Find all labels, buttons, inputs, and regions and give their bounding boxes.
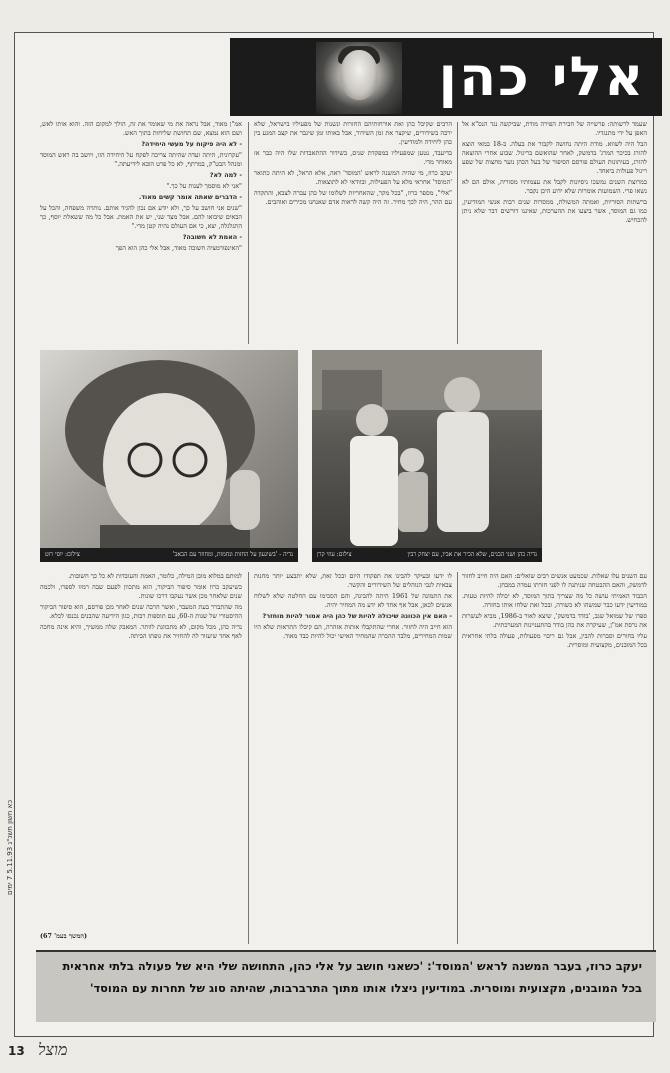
interview-question: - למה לא? [209, 171, 242, 179]
column-rule [457, 572, 458, 944]
paragraph: "אלי", מספר כרוז, "בכל מקר, שהאחריות לשלומו של כהן עברה לצבא, והתקדה עם ההר, היה לכך מחיר. זה היה קשה לראות אדם שאנחנו מכירים ואוהבים. [254, 189, 452, 206]
paragraph: עליו בחורים וסברות להבין, אבל גם ריבוי מפעולות, פעולה בלתי אחראית בכל המובנים, מקצועית ומוסרית. [462, 632, 647, 649]
family-photo [312, 350, 542, 562]
nadia-portrait-figure [40, 350, 298, 562]
paragraph: הוא חייב היה לחזור. אחרי שהתקבלו אותות אזהרה, הם קיבלו התראות שלא היו שמות המחירים, מלבד ההכרה שהמחיר האישי יכול להיות כבד מאוד. [254, 623, 452, 640]
column-rule [248, 572, 249, 944]
column-rule [248, 122, 249, 344]
interview-question: - הדברים שאתה אומר קשים מאוד. [138, 193, 242, 201]
paragraph: במרוצת השנים נמשכו ניסיונות לקבל את עצמותיו מסוריה, אולם הם לא נשאו פרי. השמועות אומרות שלא ידוע היכן נקבר. [462, 178, 647, 195]
text-column-2 [254, 120, 452, 345]
column-rule [457, 122, 458, 344]
text-column-5 [254, 572, 452, 944]
family-photo-figures [312, 350, 542, 562]
text-column-6 [40, 572, 242, 928]
photo-caption-text: נדיה כהן ושני הבנים, שלא הכיר את אביו, עם יצחק רבין [407, 551, 537, 558]
paragraph: הבל היה לשווא. מודת היתה נחושה לקבור את בעלה. ב-18 במאי הוצא להורג בכיכר המרג' בדמשק, לאחר שהואשם בריגול. שבוע אחרי ההוצאה להורג, בעיתונות העולם פורסם הסיפור של בעל הכהן נוער מחצות של שפע ריגול פעולות ביאחד. [462, 140, 647, 175]
interview-question: - האמת לא חשובה? [182, 233, 242, 241]
photo-credit: צילום: עוזי קרן [317, 551, 352, 558]
text-column-4 [462, 572, 647, 944]
paragraph: ספרו של שמואל שגב, 'בודד בדמשק', שיצא לאור ב-1986, מביא לעשרות את נרסת אמ"ן, שעיקרה את כהן בודד בהתעניינות המערכתית. [462, 612, 647, 629]
paragraph: "האינפורמציה חשובה מאוד, אבל אלי כהן הוא הפך [115, 244, 242, 252]
interview-question: - האם אין הכוונה שיכולה להיות של כהן היה אמור להיות מוחזר? [262, 612, 452, 620]
page-number: 13 [8, 1044, 25, 1058]
continued-note: (המשך בעמ' 67) [40, 932, 87, 940]
paragraph: ברשתות הסוריות, ואמתה המשולת, ממסרות שנים רבות אנשי המודיעין, כמו גם המוסד, אשר ביצעו את ההערכות, שאיננו דורשים דבר שלא ניתן להכחיש. [462, 198, 647, 224]
paragraph: נדיה כהן, מכל מקום, לא מתכוונת לוותר. המאבק שלה ממשיך, והיא אינה מחכה לאף אחד שיעזור לה להחזיר את גופתו הביתה. [40, 623, 242, 640]
paragraph: לו ידעו ובעיקר להבינו את תפקודו היום ובכל זאת, שלא יתבצע יותר מחנות צבאית לגבי הנוהלים של השידורים והקשר. [254, 572, 452, 589]
issue-date-strip: כא חשון תשנ"ג 5.11.93 7 ימים [6, 800, 14, 896]
paragraph: למותם במלוא מובן המילה, כלומר, האמת והעובדות לא כל כך חשובות. [68, 572, 242, 580]
text-column-1 [462, 120, 647, 345]
photo-credit: צילום: יוסי רוט [45, 551, 80, 558]
paragraph: הכבוד האמיתי עושה כל מה שצריך בתוך המוסד, לא יכולה להיות טעות. במודיעין ידעו כבר שמשהו לא כשורה, ובכל זאת שלחו אותו בחזרה. [462, 592, 647, 609]
paragraph: "עקרונית, היתה ועדה שהיתה צריכה לפקח על היחידה הזו, ויושב בה ראש המוסד ומנהל הבט"ק, במרתף, לא כל פרט הובא לידיעתה." [40, 151, 242, 168]
interview-question: - לא היה פיקוח על מעשי היחידה? [141, 140, 242, 148]
paragraph: הרבים שקיבל כהן ואת אורחותיהם החזרות ונשנות של מפעיליו בישראל, שלא ירבה בשידורים, שיקצר את זמן השידור, אבל באותו זמן שיגבר את קצב המגע בין כהן ליחידה ולמודיעין. [254, 120, 452, 146]
paragraph: "שנים אני חושב על כך, ולא יודע אם נכון להגיד אותם. נותרה משפחה, והכל על הבאים שיבואו להם. אבל מצד שני, יש את האמת. אבל כל מה ששאלת יוסף, כך התגלגלה, יצא, כי אם העולם נהיה קטן מדי." [40, 204, 242, 230]
portrait-face [340, 50, 378, 100]
pull-quote: יעקב כרוז, בעבר המשנה לראש 'המוסד': 'כשאני חושב על אלי כהן, התחושה שלי היא של פעולה בלתי אחראית בכל המובנים, מקצועית ומוסרית. במודיעין ניצלו אותו מתוך התרברבות, שהיתה סוג של תחרות עם המוסד' [36, 950, 656, 1022]
masthead [230, 38, 662, 116]
paragraph: שעמד לרשותה: פרשייה של חבירת הפירה מודת, שביקשה נגד הנס"א אל האפן על ידי מתנגדיו. [462, 120, 647, 137]
paragraph: מה שהתברר בעת המעבר, ואשר הרבה שנים לאחר מכן פורסם, הוא סיפור הביקור ההיסטורי של שנות ה-60, עם תוספות רבות, כגון הידיעה שהבנים נכנסו לכלא. [40, 603, 242, 620]
portrait-photo [316, 42, 402, 114]
paragraph: בדיעבד, נטען שמפעיליו במפקדת שנים, בשידור ההתאבדות שלו היה כבר אז מאוחר מדי. [254, 149, 452, 166]
paragraph: כשיעקב כרוז אומר סיפור הביקור, הוא מתכוון לפעם שבה רמזו לספרו, ולכמה שנים שלאחר מכן אשר נעקבו דרכו שונות. [40, 583, 242, 600]
paragraph: עם השנים עלו שאלות. שכמעט אנשים רבים שואלים: האם היה חייב לחזור לדמשק, והאם ההבטחה שניתנה לו לפני חזרתו עמדה במבחן. [462, 572, 647, 589]
photo-caption [312, 548, 542, 562]
handwritten-note: מוצל [38, 1040, 68, 1059]
nadia-portrait-photo [40, 350, 298, 562]
paragraph: יעקב כרוז, מי שהיה המשנה לראש 'המוסד' ראה, אלא הראל, לא היתה כתואר 'המוסד' אחראי מלא על הפעילות, ובוודאי לא לתוצאות. [254, 169, 452, 186]
paragraph: "אני לא מוסמך לענות על כך." [166, 182, 242, 190]
text-column-3 [40, 120, 242, 345]
photo-caption-text: נדיה - 'בשיגעון על החזות ונחמות, ומחוזר עם הבאב' [172, 551, 293, 558]
photo-caption [40, 548, 298, 562]
paragraph: אמ"ן מאוד, אבל נראה את מי שאומר את זה, הולך למקום הזה. והוא אותו לאש, ושם הוא נמצא, שם תחושת שליחות בתוך האש. [40, 120, 242, 137]
article-title: אלי כהן [438, 45, 646, 108]
paragraph: את התמונה של 1961 היתה להבינה, והם הסכימו עם החלטה שלא לשלוח אנשים לכאן, אבל אף אחד לא ידע מה המחיר יהיה. [254, 592, 452, 609]
